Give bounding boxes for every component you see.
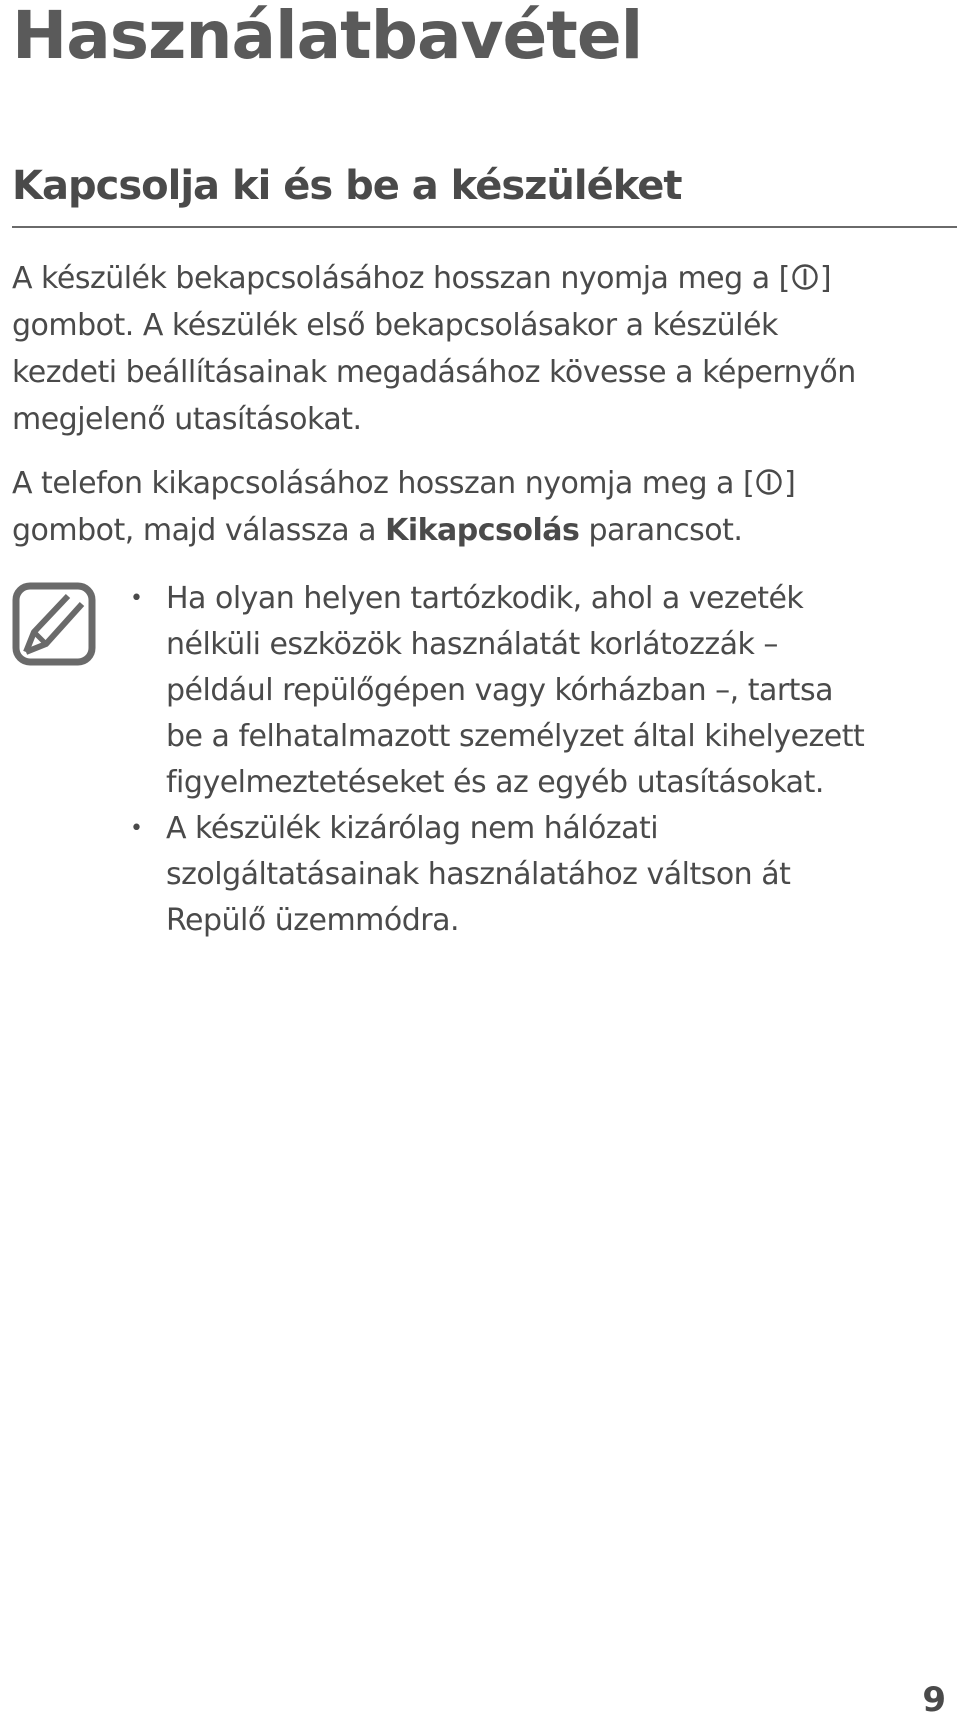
power-off-paragraph [12, 460, 957, 554]
paragraph-line: gombot. A készülék első bekapcsolásakor a készülék [12, 308, 778, 343]
bullet: • [130, 816, 143, 841]
note-line: A készülék kizárólag nem hálózati [166, 811, 659, 846]
note-list [130, 576, 950, 944]
kikapcsolas-option: Kikapcsolás [385, 513, 580, 548]
paragraph-line: kezdeti beállításainak megadásához kövesse a képernyőn [12, 355, 856, 390]
section-divider [12, 226, 957, 228]
note-line: Ha olyan helyen tartózkodik, ahol a vezeték [166, 581, 804, 616]
section-title: Kapcsolja ki és be a készüléket [12, 163, 682, 209]
note-line: nélküli eszközök használatát korlátozzák – [166, 627, 778, 662]
bullet: • [130, 586, 143, 611]
note-line: be a felhatalmazott személyzet által kihelyezett [166, 719, 865, 754]
power-icon [791, 263, 819, 291]
note-line: Repülő üzemmódra. [166, 903, 460, 938]
paragraph-line: A telefon kikapcsolásához hosszan nyomja meg a [ ] [12, 466, 796, 501]
note-pencil-icon [12, 582, 96, 666]
note-item [130, 806, 950, 944]
note-line: figyelmeztetéseket és az egyéb utasításokat. [166, 765, 824, 800]
note-line: szolgáltatásainak használatához váltson át [166, 857, 791, 892]
note-item [130, 576, 950, 806]
power-icon [755, 468, 783, 496]
page-number: 9 [922, 1680, 946, 1720]
paragraph-line: gombot, majd válassza a Kikapcsolás parancsot. [12, 513, 743, 548]
paragraph-line: A készülék bekapcsolásához hosszan nyomja meg a [ ] [12, 261, 832, 296]
power-on-paragraph [12, 255, 957, 443]
chapter-title: Használatbavétel [12, 0, 643, 74]
note-line: például repülőgépen vagy kórházban –, tartsa [166, 673, 833, 708]
paragraph-line: megjelenő utasításokat. [12, 402, 362, 437]
